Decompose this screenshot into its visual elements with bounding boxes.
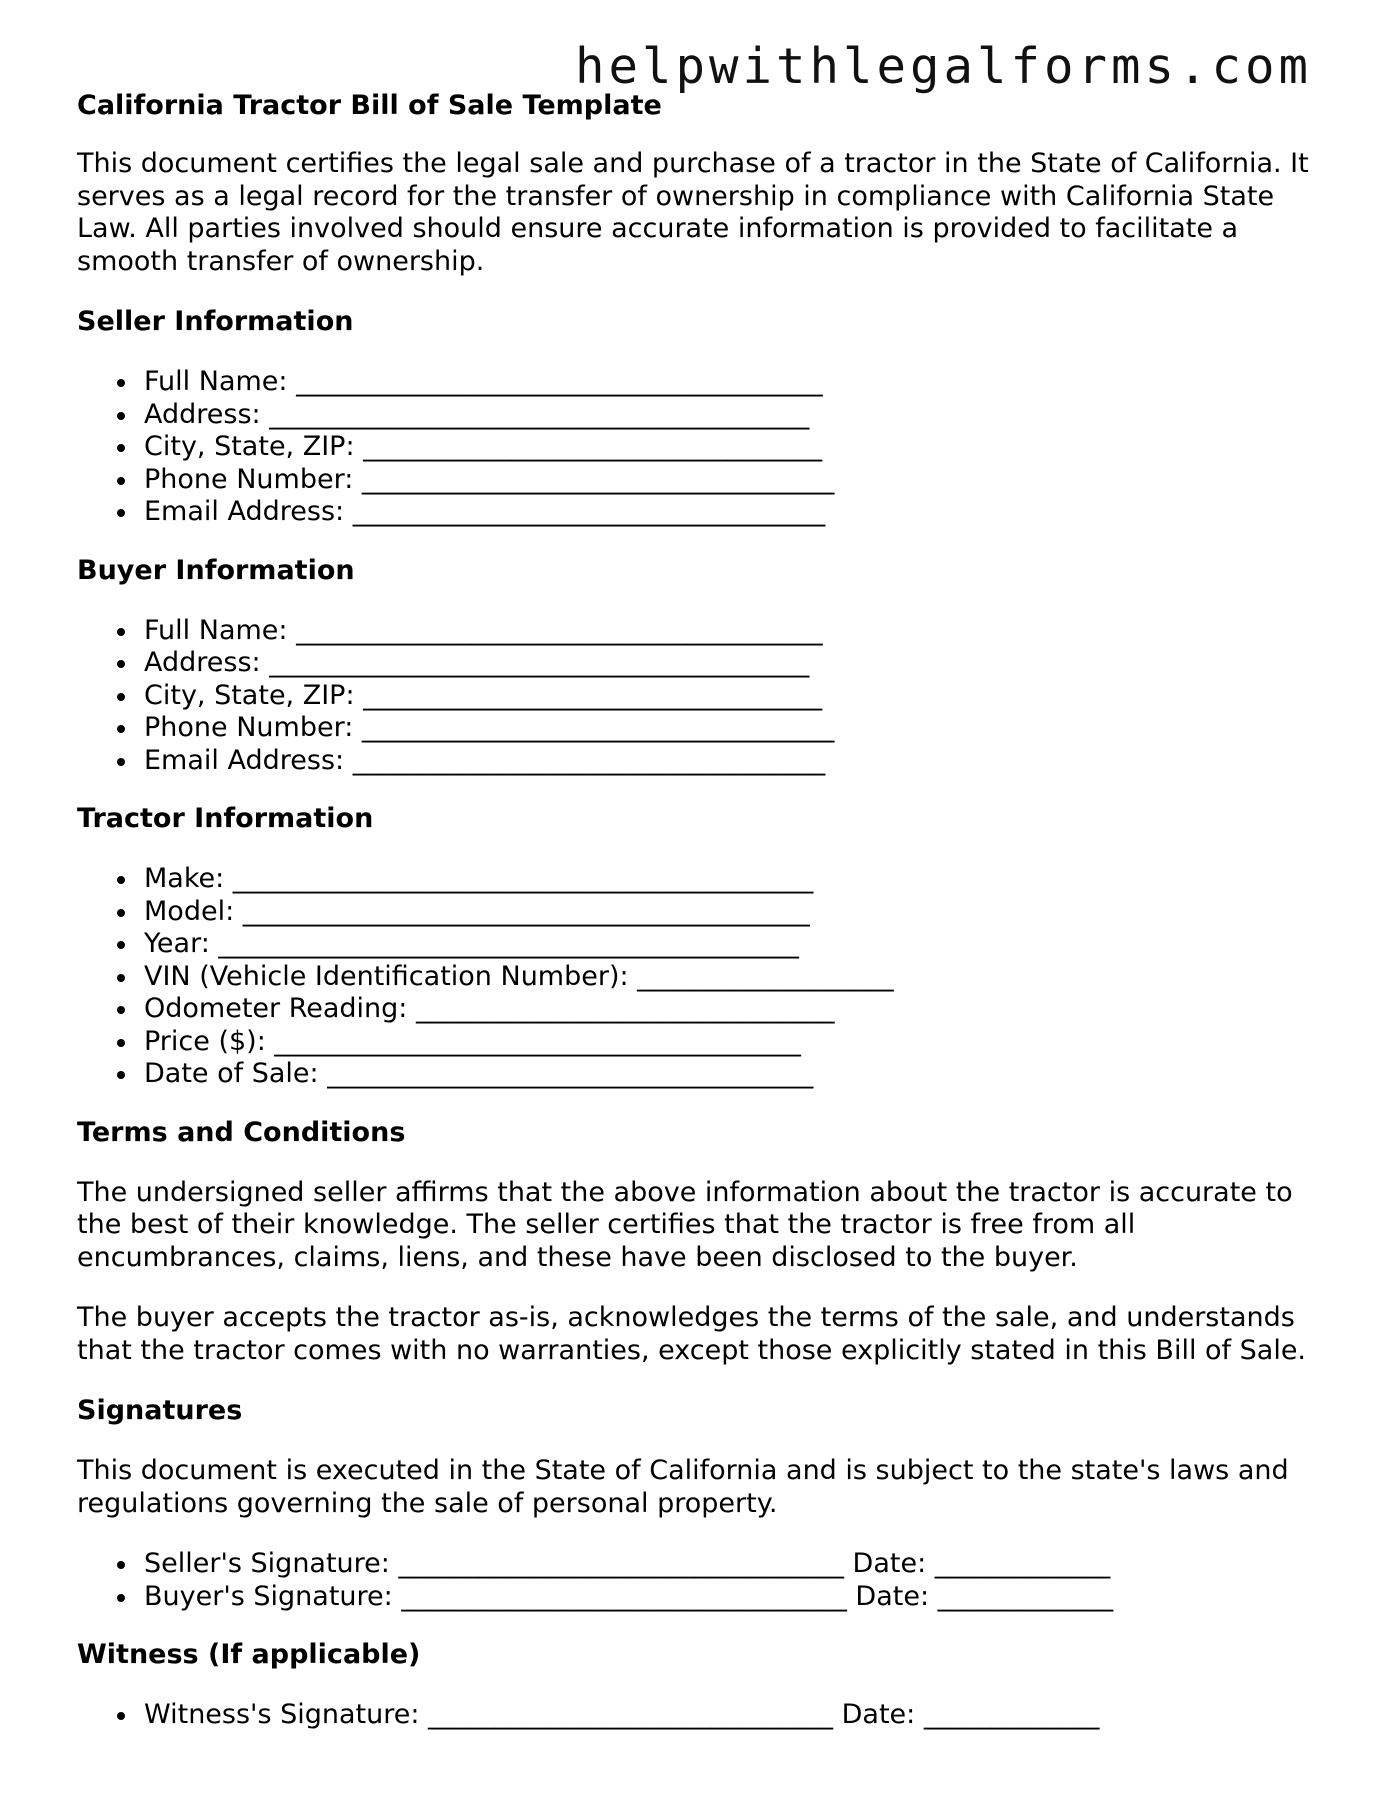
buyer-phone-field[interactable]: Phone Number: ___________________________________ (144, 712, 1337, 745)
signatures-paragraph: This document is executed in the State of California and is subject to the state's laws and regulations governing the sale of personal property. (77, 1455, 1289, 1519)
buyer-signature-field[interactable]: Buyer's Signature: _________________________________ Date: _____________ (144, 1581, 1337, 1614)
watermark: helpwithlegalforms.com (575, 38, 1313, 95)
witness-list (77, 1699, 1337, 1732)
buyer-city-state-zip-field[interactable]: City, State, ZIP: __________________________________ (144, 680, 1337, 713)
seller-list (77, 366, 1337, 529)
tractor-vin-field[interactable]: VIN (Vehicle Identification Number): ___________________ (144, 961, 1337, 994)
witness-signature-field[interactable]: Witness's Signature: ______________________________ Date: _____________ (144, 1699, 1337, 1732)
terms-paragraph-seller: The undersigned seller affirms that the above information about the tractor is accurate to the best of their knowledge. The seller certifies that the tractor is free from all encumbrances, claims, liens, and these have been disclosed to the buyer. (77, 1176, 1293, 1273)
tractor-price-field[interactable]: Price ($): _______________________________________ (144, 1026, 1337, 1059)
buyer-address-field[interactable]: Address: ________________________________________ (144, 647, 1337, 680)
buyer-list (77, 615, 1337, 778)
seller-email-field[interactable]: Email Address: ___________________________________ (144, 496, 1337, 529)
seller-signature-field[interactable]: Seller's Signature: _________________________________ Date: _____________ (144, 1548, 1337, 1581)
seller-address-field[interactable]: Address: ________________________________________ (144, 399, 1337, 432)
tractor-year-field[interactable]: Year: ___________________________________________ (144, 928, 1337, 961)
witness-heading: Witness (If applicable) (77, 1639, 421, 1670)
tractor-odometer-field[interactable]: Odometer Reading: _______________________________ (144, 993, 1337, 1026)
terms-paragraph-buyer: The buyer accepts the tractor as-is, acknowledges the terms of the sale, and understands that the tractor comes with no warranties, except those explicitly stated in this Bill of Sale. (77, 1302, 1307, 1366)
intro-paragraph: This document certifies the legal sale and purchase of a tractor in the State of California. It serves as a legal record for the transfer of ownership in compliance with California State Law. All parties involved should ensure accurate information is provided to facilitate a smooth transfer of ownership. (77, 148, 1309, 277)
terms-heading: Terms and Conditions (77, 1116, 406, 1148)
buyer-email-field[interactable]: Email Address: ___________________________________ (144, 745, 1337, 778)
seller-city-state-zip-field[interactable]: City, State, ZIP: __________________________________ (144, 431, 1337, 464)
tractor-list (77, 863, 1337, 1091)
seller-full-name-field[interactable]: Full Name: _______________________________________ (144, 366, 1337, 399)
seller-heading: Seller Information (77, 306, 354, 337)
tractor-make-field[interactable]: Make: ___________________________________________ (144, 863, 1337, 896)
tractor-heading: Tractor Information (77, 803, 374, 834)
document-body (77, 82, 1337, 1732)
tractor-date-of-sale-field[interactable]: Date of Sale: ____________________________________ (144, 1058, 1337, 1091)
seller-phone-field[interactable]: Phone Number: ___________________________________ (144, 464, 1337, 497)
signatures-list (77, 1548, 1337, 1613)
document-title: California Tractor Bill of Sale Template (77, 90, 662, 121)
buyer-full-name-field[interactable]: Full Name: _______________________________________ (144, 615, 1337, 648)
signatures-heading: Signatures (77, 1395, 243, 1426)
buyer-heading: Buyer Information (77, 554, 355, 586)
tractor-model-field[interactable]: Model: __________________________________________ (144, 896, 1337, 929)
